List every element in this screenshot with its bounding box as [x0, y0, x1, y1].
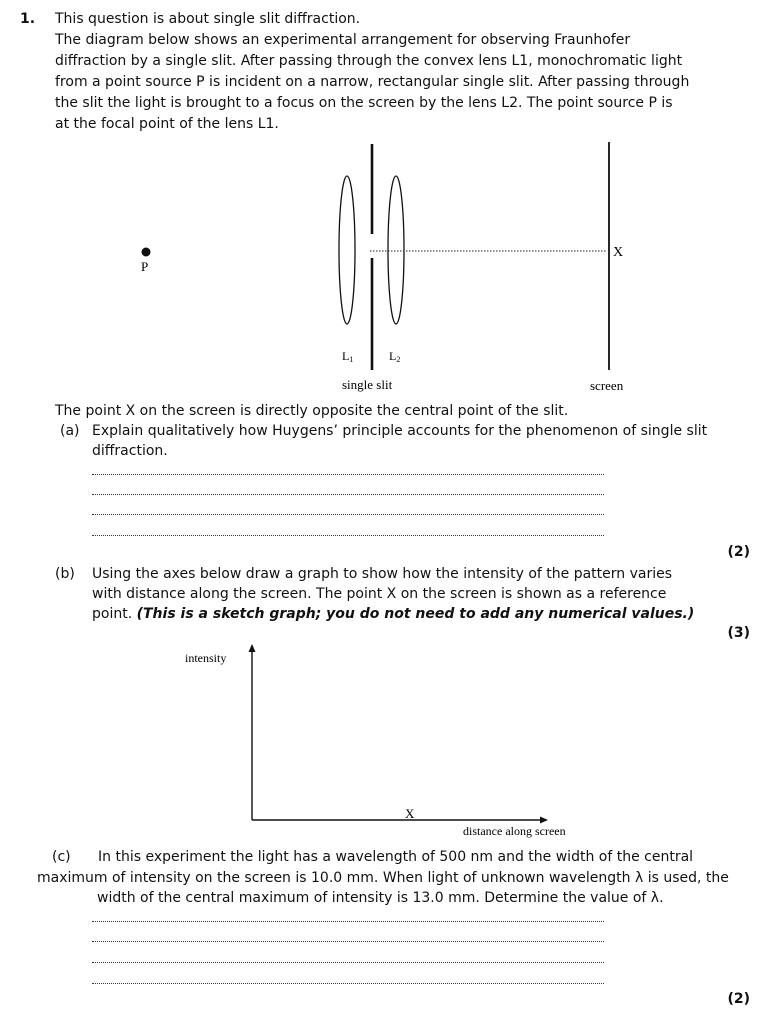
part-c-line-3: width of the central maximum of intensity is 13.0 mm. Determine the value of λ.	[97, 890, 664, 906]
answer-line-a-3[interactable]	[92, 514, 604, 515]
part-b-label: (b)	[55, 566, 75, 582]
intro-line-3: diffraction by a single slit. After passing through the convex lens L1, monochromatic light	[55, 53, 683, 69]
point-x-description: The point X on the screen is directly opposite the central point of the slit.	[55, 403, 569, 419]
diffraction-diagram	[0, 138, 768, 398]
lens-l1-label: L1	[342, 349, 354, 364]
part-b-marks: (3)	[727, 625, 750, 641]
part-b-line-1: Using the axes below draw a graph to show how the intensity of the pattern varies	[92, 566, 673, 582]
answer-line-a-4[interactable]	[92, 535, 604, 536]
lens-l2-label: L2	[389, 349, 401, 364]
question-number: 1.	[20, 11, 36, 27]
graph-ref-x-label: X	[405, 806, 415, 821]
intro-line-4: from a point source P is incident on a narrow, rectangular single slit. After passing through	[55, 74, 690, 90]
part-c-marks: (2)	[727, 991, 750, 1007]
answer-line-a-2[interactable]	[92, 494, 604, 495]
intro-line-6: at the focal point of the lens L1.	[55, 116, 279, 132]
intro-line-2: The diagram below shows an experimental arrangement for observing Fraunhofer	[55, 32, 631, 48]
part-a-marks: (2)	[727, 544, 750, 560]
part-b-line-3	[92, 604, 694, 624]
lens-l1	[339, 176, 355, 324]
part-c-line-2: maximum of intensity on the screen is 10.0 mm. When light of unknown wavelength λ is used, the	[37, 870, 729, 886]
lens-l2	[388, 176, 404, 324]
part-b-line-2: with distance along the screen. The point X on the screen is shown as a reference	[92, 586, 667, 602]
part-a-line-2: diffraction.	[92, 443, 168, 459]
part-b-line-3-plain: point.	[92, 606, 137, 622]
answer-line-c-2[interactable]	[92, 941, 604, 942]
screen-label: screen	[590, 378, 624, 393]
graph-x-label: distance along screen	[463, 824, 566, 838]
answer-line-c-3[interactable]	[92, 962, 604, 963]
point-source-dot	[142, 248, 151, 257]
intro-line-1: This question is about single slit diffraction.	[55, 11, 361, 27]
part-a-label: (a)	[60, 423, 80, 439]
point-x-label: X	[613, 245, 624, 260]
single-slit-label: single slit	[342, 377, 393, 392]
answer-line-c-4[interactable]	[92, 983, 604, 984]
intensity-graph-axes[interactable]	[0, 640, 768, 845]
graph-y-label: intensity	[185, 651, 227, 665]
answer-line-c-1[interactable]	[92, 921, 604, 922]
part-b-sketch-note: (This is a sketch graph; you do not need to add any numerical values.)	[136, 606, 695, 622]
part-c-label: (c)	[52, 849, 71, 865]
part-c-line-1: In this experiment the light has a wavelength of 500 nm and the width of the central	[98, 849, 694, 865]
graph-x-arrow	[540, 817, 548, 824]
intro-line-5: the slit the light is brought to a focus on the screen by the lens L2. The point source P is	[55, 95, 673, 111]
part-a-line-1: Explain qualitatively how Huygens’ principle accounts for the phenomenon of single slit	[92, 423, 708, 439]
point-source-label: P	[141, 259, 149, 274]
answer-line-a-1[interactable]	[92, 474, 604, 475]
graph-y-arrow	[249, 644, 256, 652]
